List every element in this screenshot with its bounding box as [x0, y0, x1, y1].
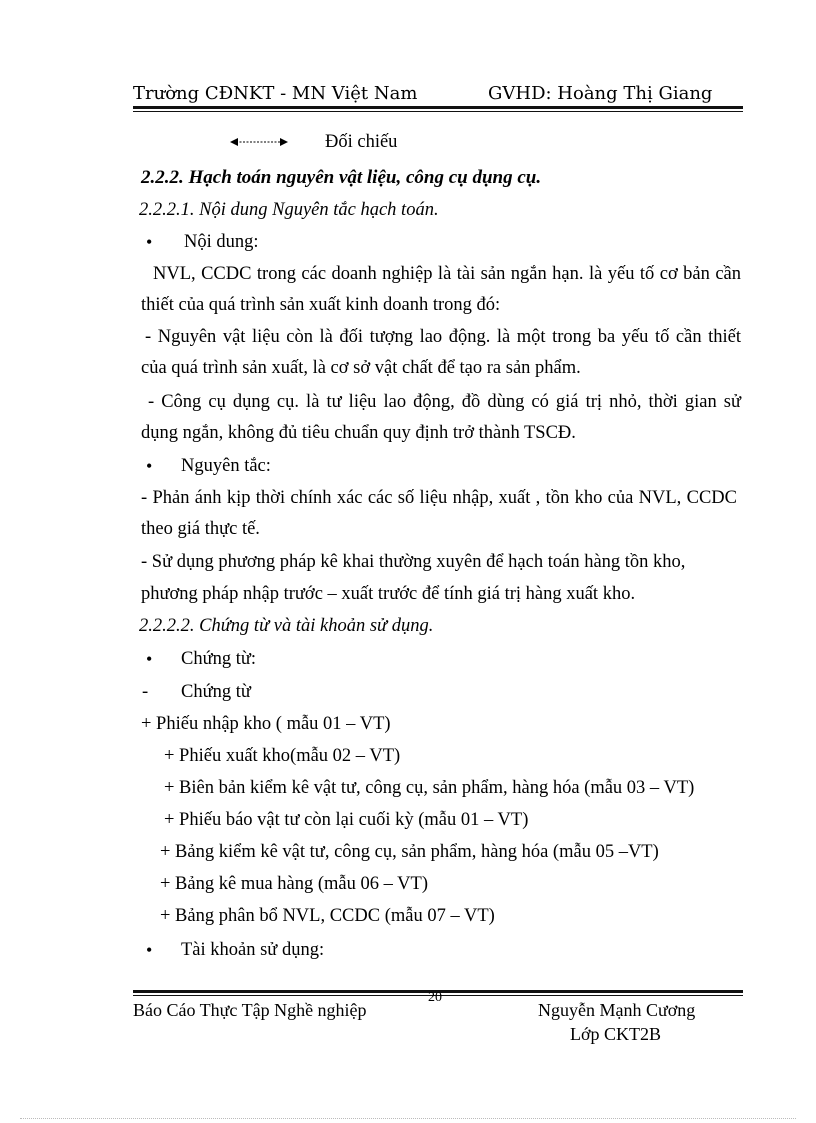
footer-report-title: Báo Cáo Thực Tập Nghề nghiệp — [133, 1000, 367, 1020]
subsection-title-2: 2.2.2.2. Chứng từ và tài khoản sử dụng. — [139, 616, 434, 636]
page-number: 20 — [428, 990, 442, 1005]
footer-class: Lớp CKT2B — [570, 1024, 662, 1044]
section-title: 2.2.2. Hạch toán nguyên vật liệu, công cụ dụng cụ. — [141, 167, 542, 188]
bullet-icon: • — [146, 940, 153, 960]
noi-dung-p3-line2: dụng ngắn, không đủ tiêu chuẩn quy định trở thành TSCĐ. — [141, 423, 576, 443]
noi-dung-label: Nội dung: — [184, 232, 259, 252]
nguyen-tac-line2: theo giá thực tế. — [141, 519, 260, 539]
bullet-icon: • — [146, 232, 153, 252]
nguyen-tac-line4: phương pháp nhập trước – xuất trước để tính giá trị hàng xuất kho. — [141, 584, 636, 604]
list-item: + Biên bản kiểm kê vật tư, công cụ, sản phẩm, hàng hóa (mẫu 03 – VT) — [164, 778, 695, 798]
nguyen-tac-label: Nguyên tắc: — [181, 456, 271, 476]
chung-tu-label: Chứng từ: — [181, 649, 257, 669]
header-rule-thin — [133, 111, 743, 112]
bullet-icon: • — [146, 649, 153, 669]
noi-dung-p1-line2: thiết của quá trình sản xuất kinh doanh trong đó: — [141, 295, 501, 315]
noi-dung-p3-line1: - Công cụ dụng cụ. là tư liệu lao động, đồ dùng có giá trị nhỏ, thời gian sử — [148, 392, 741, 412]
header-supervisor: GVHD: Hoàng Thị Giang — [488, 83, 713, 104]
arrow-label: Đối chiếu — [325, 132, 398, 152]
list-item: + Bảng kiểm kê vật tư, công cụ, sản phẩm, hàng hóa (mẫu 05 –VT) — [160, 842, 659, 862]
noi-dung-p2-line1: - Nguyên vật liệu còn là đối tượng lao động. là một trong ba yếu tố cần thiết — [145, 327, 741, 347]
list-item: + Bảng phân bổ NVL, CCDC (mẫu 07 – VT) — [160, 906, 495, 926]
bullet-icon: • — [146, 456, 153, 476]
list-item: + Phiếu xuất kho(mẫu 02 – VT) — [164, 746, 401, 766]
tai-khoan-label: Tài khoản sử dụng: — [181, 940, 325, 960]
noi-dung-p2-line2: của quá trình sản xuất, là cơ sở vật chất để tạo ra sản phẩm. — [141, 358, 581, 378]
chung-tu-sublabel: Chứng từ — [181, 682, 251, 702]
header-school: Trường CĐNKT - MN Việt Nam — [133, 83, 418, 104]
nguyen-tac-line1: - Phản ánh kịp thời chính xác các số liệu nhập, xuất , tồn kho của NVL, CCDC — [141, 488, 737, 508]
list-item: + Bảng kê mua hàng (mẫu 06 – VT) — [160, 874, 429, 894]
footer-author: Nguyễn Mạnh Cương — [538, 1000, 696, 1020]
list-item: + Phiếu báo vật tư còn lại cuối kỳ (mẫu 01 – VT) — [164, 810, 529, 830]
header-rule-thick — [133, 106, 743, 109]
page-edge-dotted — [20, 1118, 796, 1119]
list-item: + Phiếu nhập kho ( mẫu 01 – VT) — [141, 714, 391, 734]
dash-marker: - — [142, 682, 149, 702]
double-arrow-icon — [230, 136, 288, 148]
subsection-title-1: 2.2.2.1. Nội dung Nguyên tắc hạch toán. — [139, 200, 439, 220]
noi-dung-p1-line1: NVL, CCDC trong các doanh nghiệp là tài sản ngắn hạn. là yếu tố cơ bản cần — [153, 264, 741, 284]
nguyen-tac-line3: - Sử dụng phương pháp kê khai thường xuyên để hạch toán hàng tồn kho, — [141, 552, 686, 572]
